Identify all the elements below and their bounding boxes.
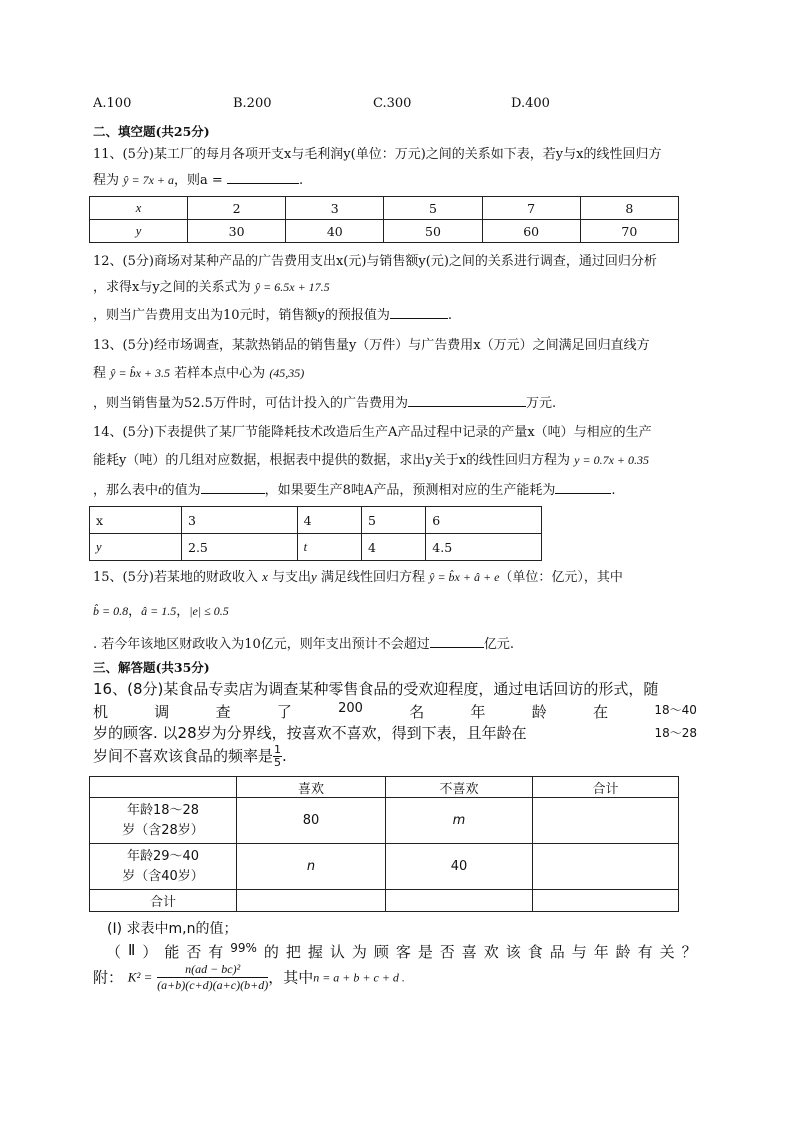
q14-line3: ，那么表中t的值为 ，如果要生产8吨A产品，预测相对应的生产能耗为 . <box>93 482 616 498</box>
q16-part1: (Ⅰ) 求表中m,n的值； <box>107 921 238 937</box>
q11-line1: 11、(5分)某工厂的每月各项开支x与毛利润y(单位：万元)之间的关系如下表，若y与x的线性回归方 <box>93 147 662 162</box>
choice-row <box>93 96 550 111</box>
q15-line1: 15、(5分)若某地的财政收入 x 与支出y 满足线性回归方程 ŷ = b̂x + â + e（单位：亿元），其中 <box>93 569 623 585</box>
section-2-heading: 二、填空题(共25分) <box>93 124 210 139</box>
q13-answer-blank <box>408 394 526 407</box>
q16-line4: 岁间不喜欢该食品的频率是 $\frac{1}{5}$ . <box>93 743 287 769</box>
q12-line2: ，求得x与y之间的关系式为 ŷ = 6.5x + 17.5 <box>93 280 330 295</box>
q16-part2: （ Ⅱ ） 能 否 有 99% 的 把 握 认 为 顾 客 是 否 喜 欢 该 食 品 与 年 龄 有 关 ？ <box>106 941 697 961</box>
q14-table: x 3 4 5 6 y 2.5 t 4 4.5 <box>89 506 542 561</box>
q14-equation: y = 0.7x + 0.35 <box>574 453 650 467</box>
q14-t-blank <box>201 481 265 494</box>
q11-equation: ŷ = 7x + a <box>123 173 175 187</box>
choice-c: C.300 <box>373 96 412 111</box>
q15-equation: ŷ = b̂x + â + e <box>429 570 500 584</box>
q16-header-dislike: 不喜欢 <box>386 777 533 798</box>
q15-a-value: â = 1.5 <box>141 604 177 618</box>
q16-appendix: 附： K² = $\frac{\text{n(ad − bc)²}}{(a+b)(c+d)(a+c)(b+d)}$ ，其中n = a + b + c + d . <box>93 962 405 992</box>
q16-fraction: $\frac{1}{5}$ <box>274 743 282 769</box>
q15-answer-blank <box>430 635 484 648</box>
choice-d: D.400 <box>511 96 550 111</box>
q11-table: x 2 3 5 7 8 y 30 40 50 60 70 <box>89 196 679 243</box>
q16-row2-label: 年龄29～40 岁（含40岁） <box>90 844 237 890</box>
q14-line1: 14、(5分)下表提供了某厂节能降耗技术改造后生产A产品过程中记录的产量x（吨）与相应的生产 <box>93 425 652 440</box>
q16-line1: 16、(8分)某食品专卖店为调查某种零售食品的受欢迎程度，通过电话回访的形式，随 <box>93 680 659 698</box>
choice-b: B.200 <box>233 96 272 111</box>
q14-energy-blank <box>555 481 611 494</box>
q11-line2: 程为 ŷ = 7x + a，则a = . <box>93 173 304 188</box>
q11-x-label: x <box>90 197 188 220</box>
q13-equation: ŷ = b̂x + 3.5 <box>110 366 171 380</box>
q16-header-total: 合计 <box>533 777 679 798</box>
q12-line3: ，则当广告费用支出为10元时，销售额y的预报值为 . <box>93 308 453 323</box>
q16-line3: 岁的顾客. 以28岁为分界线，按喜欢不喜欢，得到下表，且年龄在 18～28 <box>93 724 697 742</box>
q11-y-label: y <box>90 220 188 243</box>
q12-answer-blank <box>390 306 448 319</box>
q15-line3: . 若今年该地区财政收入为10亿元，则年支出预计不会超过 亿元. <box>93 637 514 652</box>
q16-k2-formula: $\frac{\text{n(ad − bc)²}}{(a+b)(c+d)(a+c)(b+d)}$ <box>157 962 269 992</box>
q12-line1: 12、(5分)商场对某种产品的广告费用支出x(元)与销售额y(元)之间的关系进行调查，通过回归分析 <box>93 254 657 269</box>
q13-line2: 程 ŷ = b̂x + 3.5 若样本点中心为 (45,35) <box>93 366 305 381</box>
q16-line2: 机 调 查 了 200 名 年 龄 在 18～40 <box>93 701 697 721</box>
q16-row3-label: 合计 <box>90 890 237 912</box>
q11-answer-blank <box>227 171 299 184</box>
q12-equation: ŷ = 6.5x + 17.5 <box>254 280 330 294</box>
q15-e-bound: |e| ≤ 0.5 <box>189 604 229 618</box>
section-3-heading: 三、解答题(共35分) <box>93 660 210 675</box>
q16-header-like: 喜欢 <box>237 777 386 798</box>
q15-b-value: b̂ = 0.8 <box>93 604 129 618</box>
choice-a: A.100 <box>93 96 132 111</box>
q13-center-point: (45,35) <box>269 366 305 380</box>
q16-row1-label: 年龄18～28 岁（含28岁） <box>90 798 237 844</box>
q15-line2: b̂ = 0.8，â = 1.5，|e| ≤ 0.5 <box>93 604 229 619</box>
q14-x-label: x <box>90 507 182 534</box>
q16-table: 喜欢 不喜欢 合计 年龄18～28 岁（含28岁） 80 m 年龄29～40 岁（含40岁） n 40 合计 <box>89 776 679 912</box>
q14-y-label: y <box>90 534 182 561</box>
q16-k2-symbol: K² = <box>127 969 153 985</box>
q13-line3: ，则当销售量为52.5万件时，可估计投入的广告费用为 万元. <box>93 396 557 411</box>
q13-line1: 13、(5分)经市场调查，某款热销品的销售量y（万件）与广告费用x（万元）之间满足回归直线方 <box>93 338 650 353</box>
q14-line2: 能耗y（吨）的几组对应数据，根据表中提供的数据，求出y关于x的线性回归方程为 y = 0.7x + 0.35 <box>93 453 650 468</box>
